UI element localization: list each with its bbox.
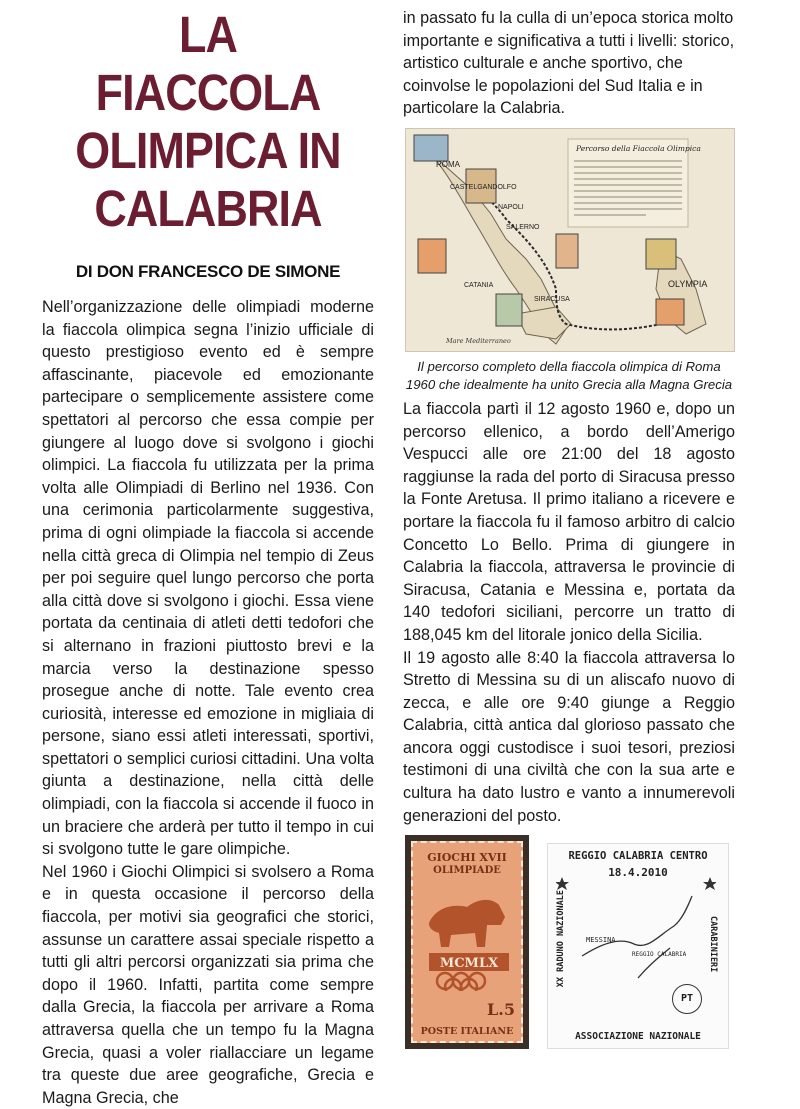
strait-map-icon [578,886,698,986]
paragraph: La fiaccola partì il 12 agosto 1960 e, dopo un percorso ellenico, a bordo dell’Amerigo Vespucci alle ore 21:00 del 18 agosto raggiunse la rada del porto di Siracusa presso la Fonte Aretusa. Il primo italiano a ricevere e portare la fiaccola fu il famoso arbitro di calcio Concetto Lo Bello. Prima di giungere in Calabria la fiaccola, attraversa le provincie di Siracusa, Catania e Messina e, portata da 140 tedofori siciliani, percorre un tratto di 188,045 km del litorale jonico della Sicilia. [403,399,735,644]
map-label-napoli: NAPOLI [498,203,524,211]
map-label-salerno: SALERNO [506,223,540,231]
title-line-3: CALABRIA [94,180,322,237]
she-wolf-icon [415,881,523,991]
olympic-stamp [405,835,529,1049]
title-line-2: OLIMPICA IN [75,122,341,179]
map-label-sea: Mare Mediterraneo [446,336,511,345]
title-line-1: LA FIACCOLA [95,6,321,121]
cancel-place-messina: MESSINA [586,936,616,945]
paragraph: Nell’organizzazione delle olimpiadi moderne la fiaccola olimpica segna l’inizio ufficiale di questo prestigioso evento ed è sempre affascinante, piacevole ed emozionante partecipare o semplicemente assistere come spettatori al percorso che essa compie per giungere al luogo dove si svolgono i giochi olimpici. La fiaccola fu utilizzata per la prima volta alle Olimpiadi di Berlino nel 1936. Con una cerimonia particolarmente suggestiva, prima di ogni olimpiade la fiaccola si accende nella città greca di Olimpia nel tempio di Zeus per poi seguire quel lungo percorso che porta alla città dove si svolgono i giochi. Essa viene portata da centinaia di atleti detti tedofori che si alternano in frazioni piuttosto brevi e la marcia verso la destinazione spesso prosegue anche di notte. Tale evento crea curiosità, interesse ed emozione in migliaia di persone, siano essi atleti interessati, sportivi, spettatori o semplici curiosi cittadini. Una volta giunta a destinazione, nella città delle olimpiadi, con la fiaccola si accende il fuoco in un braciere che arderà per tutto il tempo in cui si svolgono tutte le gare olimpiche. [42,298,374,859]
stamp-top-line2: OLIMPIADE [433,865,501,877]
map-caption: Il percorso completo della fiaccola olimpica di Roma 1960 che idealmente ha unito Grecia alla Magna Grecia [405,358,733,392]
cancel-left-text: XX RADUNO NAZIONALE [556,890,566,988]
map-title: Percorso della Fiaccola Olimpica [576,143,701,153]
paragraph: in passato fu la culla di un’epoca storica molto importante e significativa a tutti i livelli: storico, artistico culturale e anche sportivo, che coinvolse le popolazioni del Sud Italia e in particolare la Calabria. [403,9,735,118]
article-title [62,6,354,238]
left-column [42,0,374,1109]
star-icons [556,876,716,890]
stamps-row [403,835,735,1055]
map-label-siracusa: SIRACUSA [534,295,570,303]
stamp-top-line1: GIOCHI XVII [427,851,507,865]
map-label-olympia: OLYMPIA [668,278,708,289]
map-label-roma: ROMA [436,159,460,169]
right-column [403,0,735,1055]
paragraph: Il 19 agosto alle 8:40 la fiaccola attraversa lo Stretto di Messina su di un aliscafo nuovo di zecca, e alle ore 9:40 giunge a Reggio Calabria, città antica dal glorioso passato che ancora oggi custodisce i suoi tesori, preziosi testimoni di una civiltà che con la sua arte e cultura ha dato lustro e vanto a innumerevoli generazioni del posto. [403,648,735,825]
stamp-numeral: MCMLX [439,956,499,972]
cancel-top-text: REGGIO CALABRIA CENTRO [568,850,708,863]
pt-badge-text: PT [680,993,694,1005]
cancel-place-reggio: REGGIO CALABRIA [632,951,687,959]
author-byline: DI DON FRANCESCO DE SIMONE [75,262,341,281]
postmark-cancel [547,843,729,1049]
map-label-catania: CATANIA [464,281,494,289]
paragraph: Nel 1960 i Giochi Olimpici si svolsero a Roma e in questa occasione il percorso della fiaccola, per motivi sia geografici che storici, assunse un carattere assai speciale rispetto a tutti gli altri percorsi organizzati sia prima che dopo il 1960. Infatti, partita come sempre dalla Grecia, la fiaccola per arrivare a Roma attraversa quella che un tempo fu la Magna Grecia, quasi a voler riallacciare un legame tra queste due aree geografiche, Grecia e Magna Grecia, che [42,862,374,1107]
torch-route-map [405,128,735,352]
cancel-right-text: CARABINIERI [708,916,718,973]
right-body [403,398,735,827]
cancel-bottom-text: ASSOCIAZIONE NAZIONALE [575,1031,701,1043]
left-body [42,296,374,1109]
stamp-face [411,841,523,1043]
cancel-date: 18.4.2010 [608,866,668,880]
pt-badge [672,984,702,1014]
stamp-value: L.5 [487,1000,515,1020]
map-label-castelgandolfo: CASTELGANDOLFO [450,183,517,191]
stamp-country: POSTE ITALIANE [420,1026,514,1038]
map-illustration [406,129,734,351]
